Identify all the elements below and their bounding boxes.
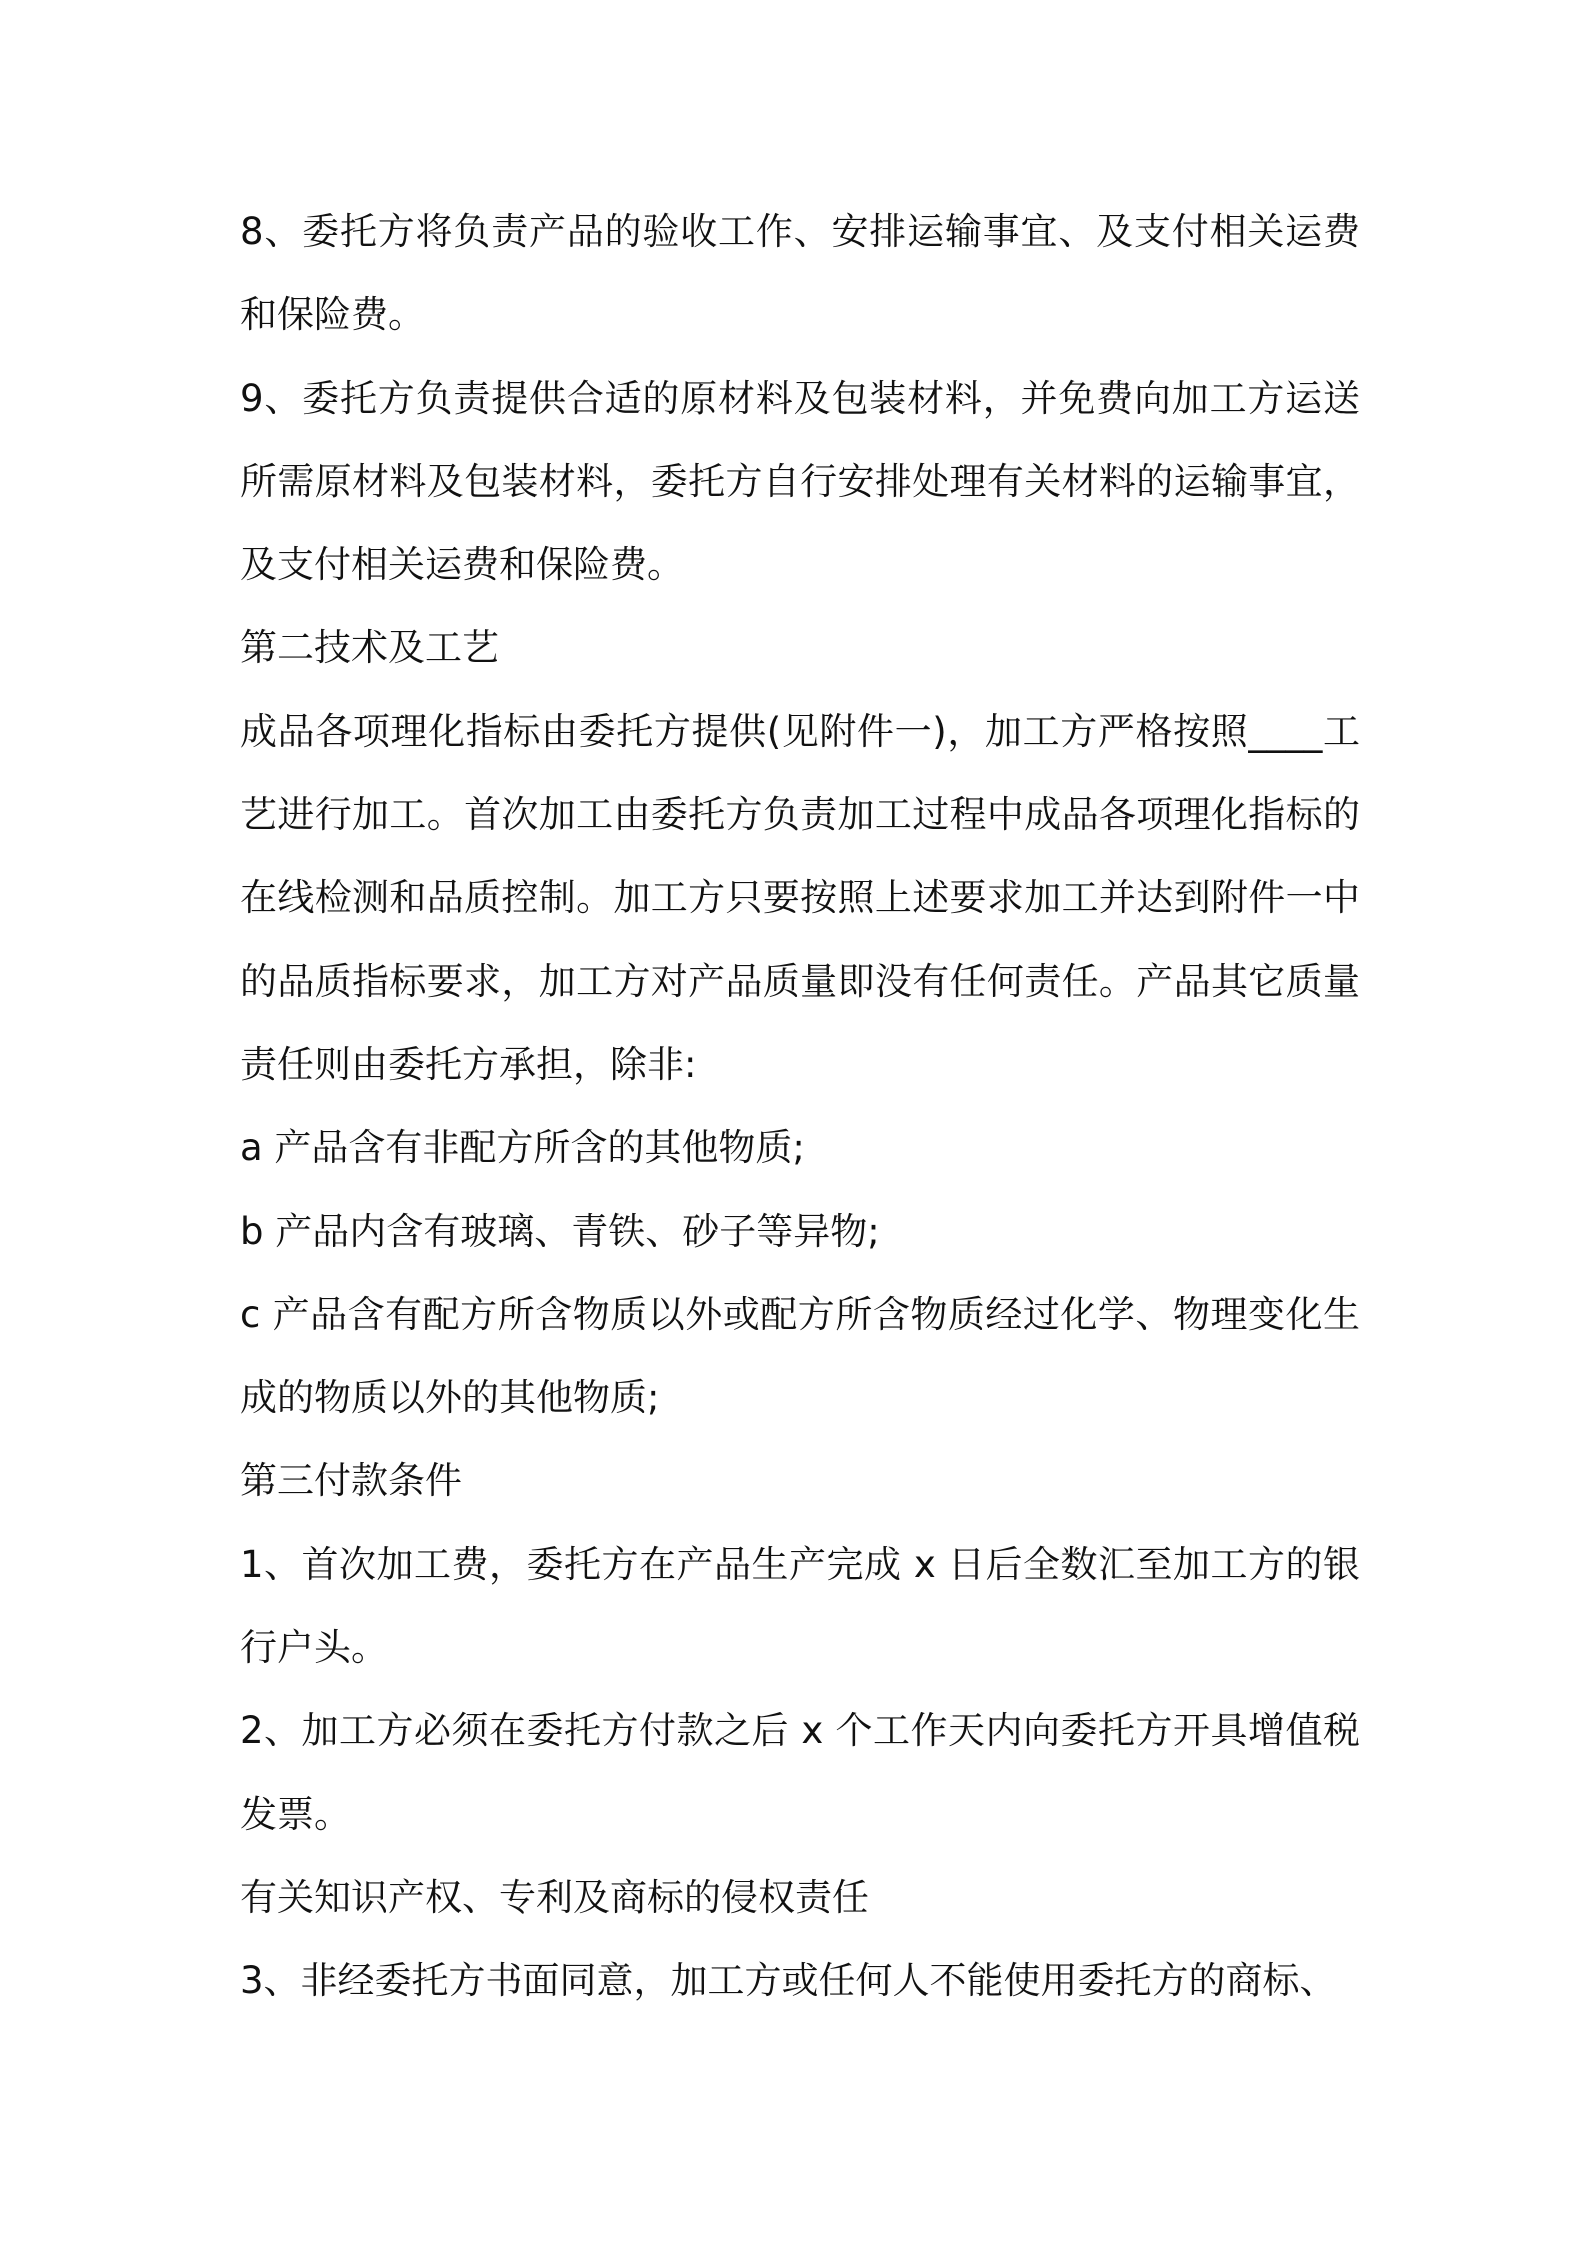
- clause-9: 9、委托方负责提供合适的原材料及包装材料，并免费向加工方运送所需原材料及包装材料，委托方自行安排处理有关材料的运输事宜，及支付相关运费和保险费。: [240, 376, 1360, 587]
- section-heading-technology: 第二技术及工艺: [240, 626, 499, 670]
- section-heading-ip: 有关知识产权、专利及商标的侵权责任: [240, 1875, 869, 1919]
- exception-item-a: a 产品含有非配方所含的其他物质;: [240, 1126, 805, 1170]
- document-body: [240, 190, 1360, 2023]
- exception-item-c: c 产品含有配方所含物质以外或配方所含物质经过化学、物理变化生成的物质以外的其他物质;: [240, 1292, 1360, 1420]
- clause-8: 8、委托方将负责产品的验收工作、安排运输事宜、及支付相关运费和保险费。: [240, 210, 1360, 337]
- section-heading-payment: 第三付款条件: [240, 1459, 462, 1503]
- technology-paragraph: 成品各项理化指标由委托方提供(见附件一)，加工方严格按照____工艺进行加工。首次加工由委托方负责加工过程中成品各项理化指标的在线检测和品质控制。加工方只要按照上述要求加工并达到附件一中的品质指标要求，加工方对产品质量即没有任何责任。产品其它质量责任则由委托方承担，除非:: [240, 709, 1360, 1086]
- payment-clause-2: 2、加工方必须在委托方付款之后 x 个工作天内向委托方开具增值税发票。: [240, 1709, 1360, 1836]
- payment-clause-1: 1、首次加工费，委托方在产品生产完成 x 日后全数汇至加工方的银行户头。: [240, 1542, 1360, 1670]
- ip-clause-3: 3、非经委托方书面同意，加工方或任何人不能使用委托方的商标、: [240, 1959, 1337, 2003]
- exception-item-b: b 产品内含有玻璃、青铁、砂子等异物;: [240, 1209, 880, 1253]
